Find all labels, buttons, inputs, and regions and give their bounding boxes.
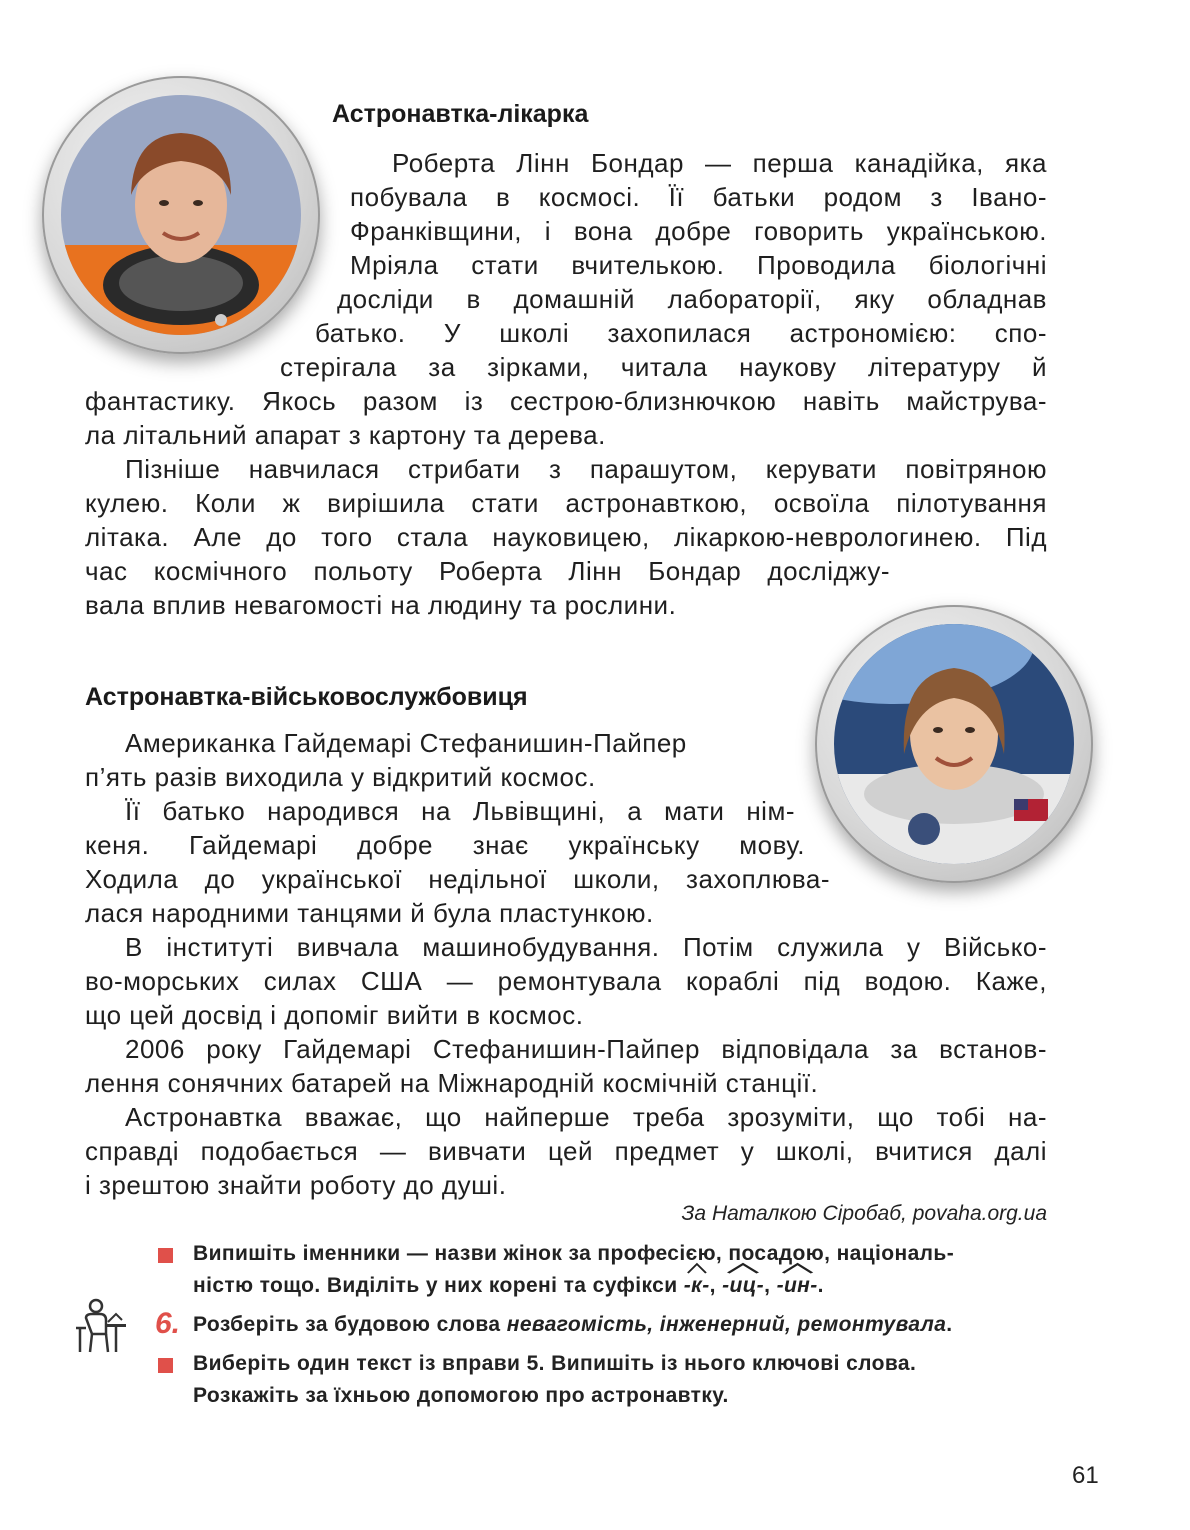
task-1-line-1: Випишіть іменники — назви жінок за професією, посадою, національ-: [193, 1242, 955, 1265]
text-line: Астронавтка вважає, що найперше треба зрозуміти, що тобі на-: [125, 1102, 1047, 1132]
text-line: лення сонячних батарей на Міжнародній космічній станції.: [85, 1068, 819, 1098]
text-line: кеня. Гайдемарі добре знає українську мову.: [85, 830, 805, 860]
student-at-desk-icon: [72, 1298, 130, 1354]
text-line: батько. У школі захопилася астрономією: спо-: [315, 318, 1047, 348]
text-line: во-морських силах США — ремонтувала кораблі під водою. Каже,: [85, 966, 1047, 996]
suffix-k: -к-: [684, 1274, 710, 1297]
task-1-text: ністю тощо. Виділіть у них корені та суфікси: [193, 1274, 684, 1297]
text-line: досліди в домашній лабораторії, яку обладнав: [337, 284, 1047, 314]
text-line: 2006 року Гайдемарі Стефанишин-Пайпер відповідала за встанов-: [125, 1034, 1047, 1064]
text-line: справді подобається — вивчати цей предмет у школі, вчитися далі: [85, 1136, 1047, 1166]
suffix-arc-icon: [684, 1262, 710, 1274]
text-line: побувала в космосі. Її батьки родом з Івано-: [350, 182, 1047, 212]
suffix-arc-icon: [722, 1262, 764, 1274]
task-3-line-1: Виберіть один текст із вправи 5. Випишіть із нього ключові слова.: [193, 1352, 917, 1375]
square-bullet-icon: [158, 1358, 173, 1373]
square-bullet-icon: [158, 1248, 173, 1263]
task-1-line-2: ністю тощо. Виділіть у них корені та суфікси -к-, -иц-, -ин-.: [193, 1274, 824, 1298]
text-line: що цей досвід і допоміг вийти в космос.: [85, 1000, 584, 1030]
astronaut-photo-1: [61, 95, 301, 335]
text-line: стерігала за зірками, читала наукову літературу й: [280, 352, 1047, 382]
section-title-military: Астронавтка-військовослужбовиця: [85, 683, 528, 711]
text-line: час космічного польоту Роберта Лінн Бондар досліджу-: [85, 556, 890, 586]
text-line: ла літальний апарат з картону та дерева.: [85, 420, 606, 450]
text-line: Її батько народився на Львівщині, а мати нім-: [125, 796, 795, 826]
text-line: Ходила до української недільної школи, захоплюва-: [85, 864, 830, 894]
text-line: п’ять разів виходила у відкритий космос.: [85, 762, 596, 792]
text-line: кулею. Коли ж вирішила стати астронавткою, освоїла пілотування: [85, 488, 1047, 518]
text-line: Франківщини, і вона добре говорить українською.: [350, 216, 1047, 246]
page-number: 61: [1072, 1462, 1099, 1489]
suffix-arc-icon: [777, 1262, 818, 1274]
task-number: 6.: [155, 1307, 181, 1340]
text-line: Мріяла стати вчителькою. Проводила біологічні: [350, 250, 1047, 280]
portrait-heidemarie-piper: [815, 605, 1093, 883]
section-title-doctor: Астронавтка-лікарка: [332, 100, 589, 128]
source-citation: За Наталкою Сіробаб, povaha.org.ua: [681, 1202, 1047, 1225]
text-line: вала вплив невагомості на людину та рослини.: [85, 590, 677, 620]
suffix-yts: -иц-: [722, 1274, 764, 1297]
text-line: лася народними танцями й була пластункою.: [85, 898, 654, 928]
suffix-yn: -ин-: [777, 1274, 818, 1297]
task-3-line-2: Розкажіть за їхньою допомогою про астронавтку.: [193, 1384, 729, 1407]
text-line: Пізніше навчилася стрибати з парашутом, керувати повітряною: [125, 454, 1047, 484]
portrait-roberta-bondar: [42, 76, 320, 354]
task-2-words: невагомість, інженерний, ремонтувала: [506, 1313, 947, 1336]
text-line: Американка Гайдемарі Стефанишин-Пайпер: [125, 728, 687, 758]
text-line: Роберта Лінн Бондар — перша канадійка, яка: [392, 148, 1047, 178]
text-line: фантастику. Якось разом із сестрою-близнючкою навіть майструва-: [85, 386, 1047, 416]
astronaut-photo-2: [834, 624, 1074, 864]
portrait-photo: [834, 624, 1074, 864]
portrait-photo: [61, 95, 301, 335]
text-line: літака. Але до того стала науковицею, лікаркою-неврологинею. Під: [85, 522, 1047, 552]
task-2: Розберіть за будовою слова невагомість, інженерний, ремонтувала.: [193, 1313, 953, 1336]
text-line: В інституті вивчала машинобудування. Потім служила у Військо-: [125, 932, 1047, 962]
text-line: і зрештою знайти роботу до душі.: [85, 1170, 507, 1200]
